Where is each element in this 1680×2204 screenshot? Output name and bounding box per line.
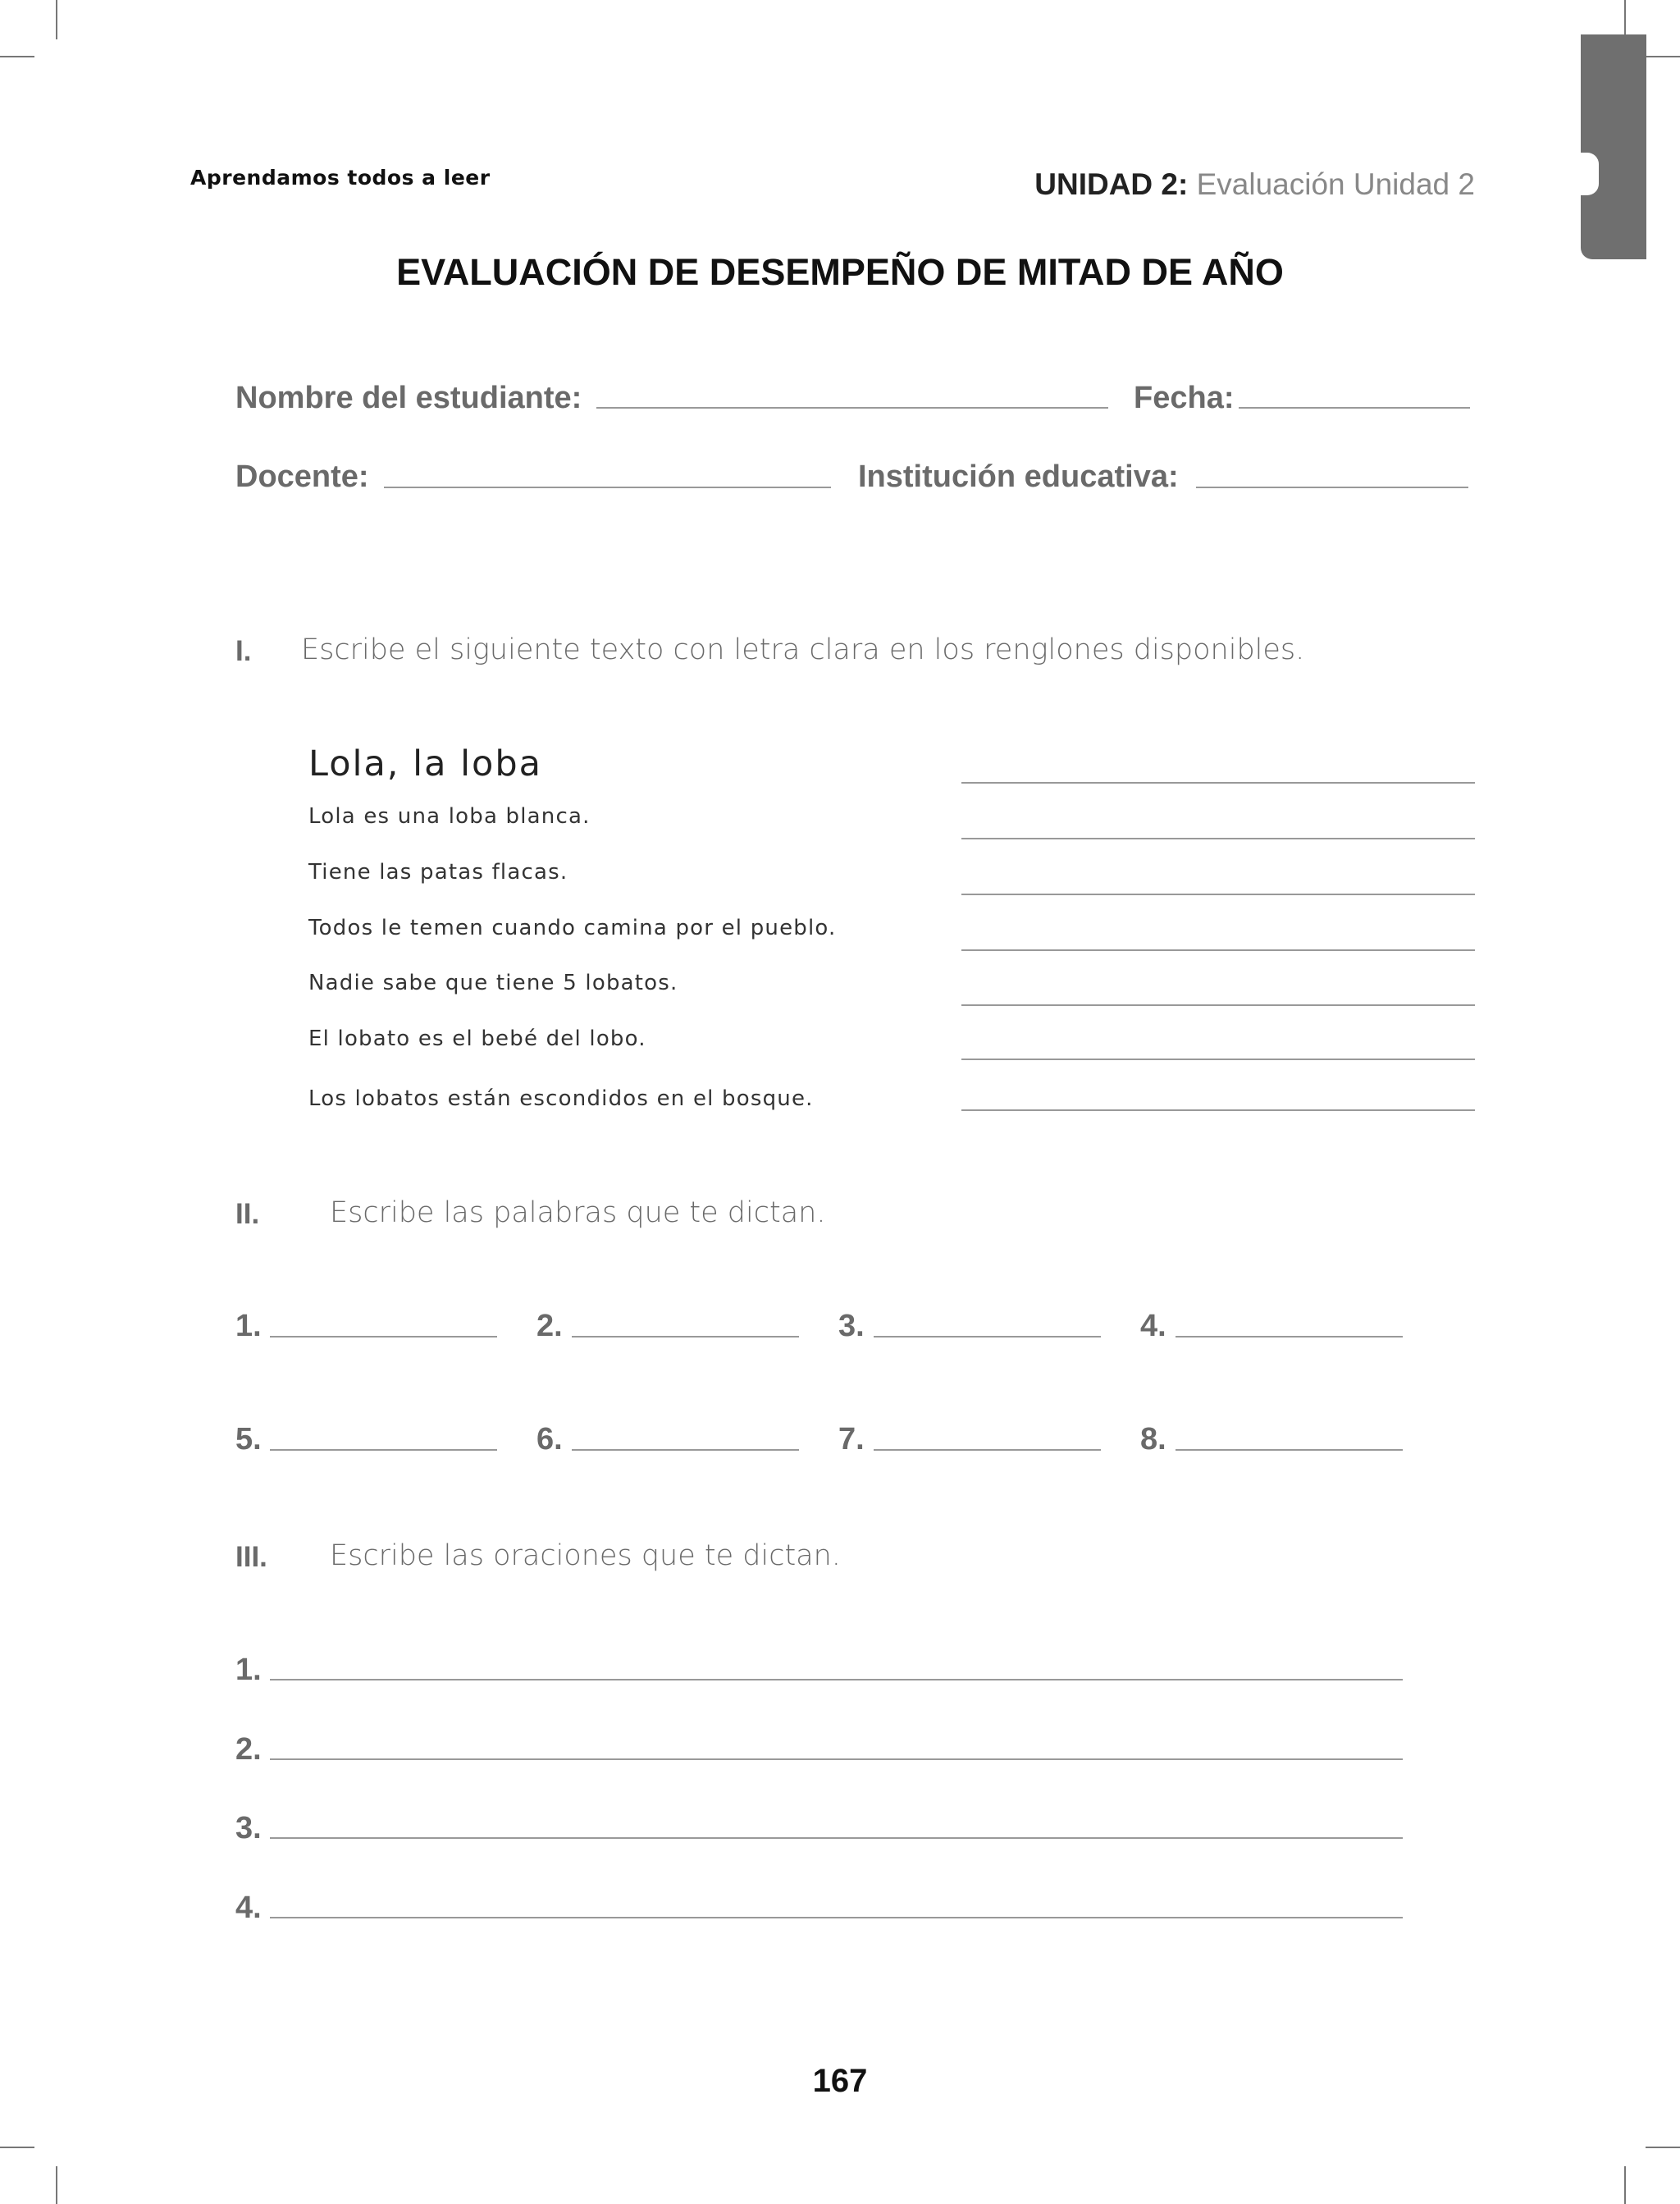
word-answer-line[interactable] bbox=[1176, 1336, 1403, 1337]
unit-side-tab bbox=[1581, 34, 1646, 259]
student-name-label: Nombre del estudiante: bbox=[235, 381, 582, 415]
section-3-instruction: Escribe las oraciones que te dictan. bbox=[330, 1539, 841, 1572]
story-line: Tiene las patas flacas. bbox=[308, 860, 568, 885]
unit-label: UNIDAD 2: bbox=[1034, 167, 1189, 201]
section-3-number: III. bbox=[235, 1541, 267, 1573]
sentence-answer-line[interactable] bbox=[270, 1758, 1403, 1760]
page-title: EVALUACIÓN DE DESEMPEÑO DE MITAD DE AÑO bbox=[396, 251, 1284, 293]
writing-line[interactable] bbox=[961, 1004, 1475, 1006]
institution-line[interactable] bbox=[1196, 487, 1468, 488]
brand-text: Aprendamos todos a leer bbox=[190, 166, 491, 190]
crop-mark bbox=[0, 2147, 34, 2148]
crop-mark bbox=[1624, 0, 1626, 39]
word-answer-line[interactable] bbox=[270, 1336, 497, 1337]
writing-line[interactable] bbox=[961, 1059, 1475, 1060]
writing-line[interactable] bbox=[961, 1109, 1475, 1111]
crop-mark bbox=[1646, 2147, 1680, 2148]
word-item-number: 1. bbox=[235, 1309, 262, 1343]
sentence-item-number: 4. bbox=[235, 1891, 262, 1925]
word-answer-line[interactable] bbox=[1176, 1449, 1403, 1451]
student-name-line[interactable] bbox=[596, 407, 1108, 409]
section-1-instruction: Escribe el siguiente texto con letra clara en los renglones disponibles. bbox=[301, 633, 1305, 666]
word-item-number: 4. bbox=[1140, 1309, 1166, 1343]
word-item-number: 6. bbox=[536, 1422, 563, 1456]
word-answer-line[interactable] bbox=[572, 1336, 799, 1337]
teacher-label: Docente: bbox=[235, 460, 369, 494]
teacher-line[interactable] bbox=[384, 487, 831, 488]
section-2-instruction: Escribe las palabras que te dictan. bbox=[330, 1196, 826, 1229]
word-item-number: 3. bbox=[838, 1309, 865, 1343]
unit-title: Evaluación Unidad 2 bbox=[1196, 167, 1475, 201]
story-line: El lobato es el bebé del lobo. bbox=[308, 1027, 646, 1051]
date-line[interactable] bbox=[1239, 407, 1470, 409]
crop-mark bbox=[56, 0, 57, 39]
sentence-answer-line[interactable] bbox=[270, 1679, 1403, 1680]
story-line: Todos le temen cuando camina por el pueblo. bbox=[308, 916, 837, 940]
sentence-answer-line[interactable] bbox=[270, 1837, 1403, 1839]
word-item-number: 7. bbox=[838, 1422, 865, 1456]
crop-mark bbox=[0, 56, 34, 57]
word-answer-line[interactable] bbox=[874, 1449, 1101, 1451]
word-answer-line[interactable] bbox=[874, 1336, 1101, 1337]
story-line: Los lobatos están escondidos en el bosque. bbox=[308, 1086, 814, 1111]
writing-line[interactable] bbox=[961, 838, 1475, 839]
word-item-number: 5. bbox=[235, 1422, 262, 1456]
word-answer-line[interactable] bbox=[270, 1449, 497, 1451]
crop-mark bbox=[1646, 56, 1680, 57]
sentence-answer-line[interactable] bbox=[270, 1917, 1403, 1918]
unit-header bbox=[1034, 167, 1475, 202]
story-line: Lola es una loba blanca. bbox=[308, 804, 591, 829]
unit-side-tab-notch bbox=[1581, 153, 1599, 195]
writing-line[interactable] bbox=[961, 949, 1475, 951]
story-title: Lola, la loba bbox=[308, 743, 543, 784]
sentence-item-number: 3. bbox=[235, 1811, 262, 1845]
section-2-number: II. bbox=[235, 1198, 260, 1230]
story-line: Nadie sabe que tiene 5 lobatos. bbox=[308, 971, 678, 995]
institution-label: Institución educativa: bbox=[858, 460, 1179, 494]
writing-line[interactable] bbox=[961, 782, 1475, 784]
word-item-number: 8. bbox=[1140, 1422, 1166, 1456]
sentence-item-number: 1. bbox=[235, 1653, 262, 1687]
word-answer-line[interactable] bbox=[572, 1449, 799, 1451]
date-label: Fecha: bbox=[1134, 381, 1235, 415]
section-1-number: I. bbox=[235, 635, 252, 667]
crop-mark bbox=[56, 2166, 57, 2204]
crop-mark bbox=[1624, 2166, 1626, 2204]
word-item-number: 2. bbox=[536, 1309, 563, 1343]
writing-line[interactable] bbox=[961, 894, 1475, 895]
page-number: 167 bbox=[812, 2063, 868, 2099]
sentence-item-number: 2. bbox=[235, 1732, 262, 1767]
